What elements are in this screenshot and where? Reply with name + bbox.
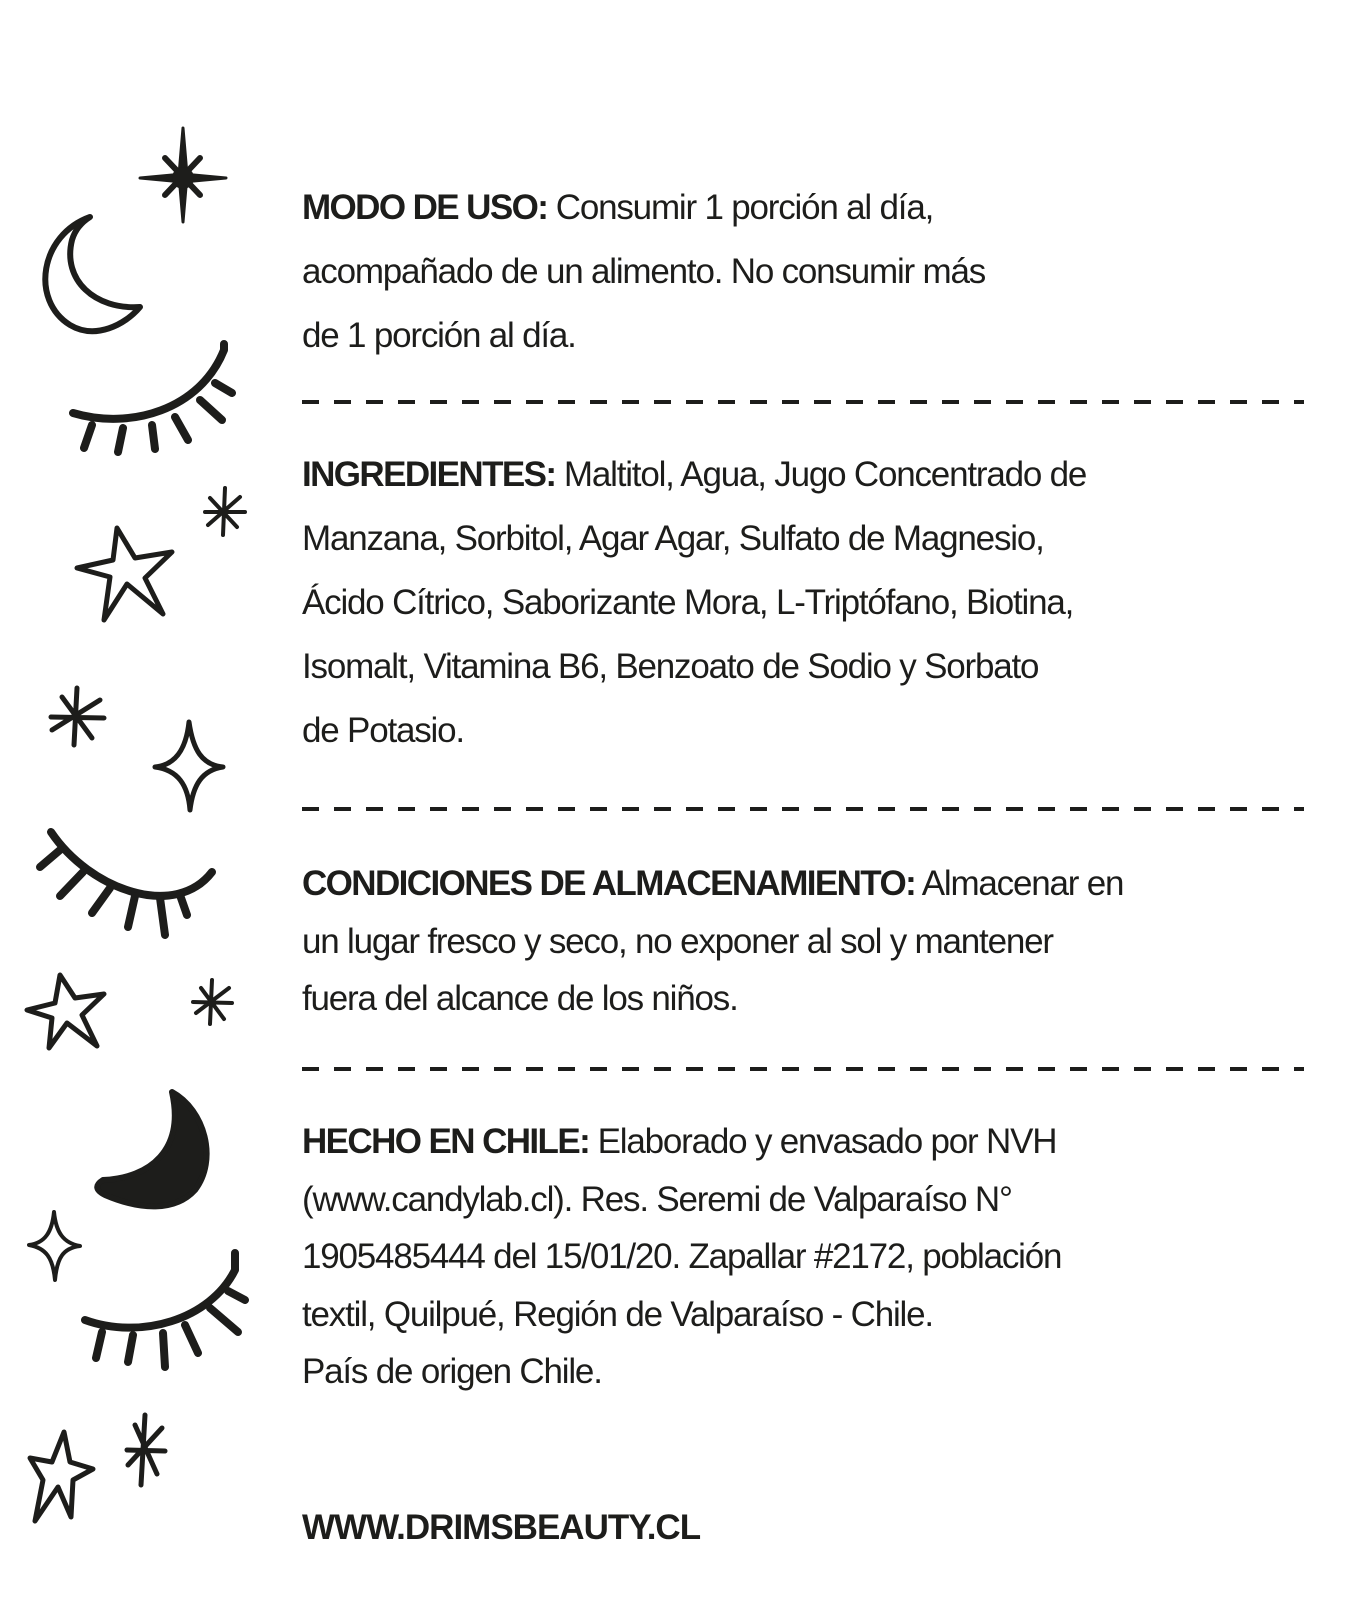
five-point-star-icon bbox=[77, 528, 172, 620]
section-heading: INGREDIENTES: bbox=[302, 455, 556, 494]
section-line: Manzana, Sorbitol, Agar Agar, Sulfato de Magnesio, bbox=[302, 519, 1044, 558]
section-line: acompañado de un alimento. No consumir más bbox=[302, 252, 986, 291]
section-line: 1905485444 del 15/01/20. Zapallar #2172, población bbox=[302, 1237, 1062, 1276]
section-line: MODO DE USO: Consumir 1 porción al día, bbox=[302, 188, 934, 227]
section-line: textil, Quilpué, Región de Valparaíso - Chile. bbox=[302, 1295, 933, 1334]
section-line: un lugar fresco y seco, no exponer al sol y mantener bbox=[302, 922, 1053, 961]
section-line: País de origen Chile. bbox=[302, 1352, 602, 1391]
five-point-star-icon bbox=[30, 1432, 93, 1521]
asterisk-star-icon bbox=[205, 488, 245, 535]
sparkle-icon bbox=[29, 1212, 80, 1280]
section-line: INGREDIENTES: Maltitol, Agua, Jugo Concentrado de bbox=[302, 455, 1087, 494]
asterisk-star-icon bbox=[193, 980, 232, 1024]
section-line: de Potasio. bbox=[302, 711, 464, 750]
decorative-doodles bbox=[0, 0, 270, 1622]
closed-eye-icon bbox=[73, 344, 232, 452]
website-link[interactable]: WWW.DRIMSBEAUTY.CL bbox=[302, 1508, 701, 1547]
five-point-star-icon bbox=[27, 975, 104, 1048]
closed-eye-icon bbox=[85, 1253, 245, 1367]
dashed-divider bbox=[302, 400, 1304, 404]
dashed-divider bbox=[302, 1067, 1304, 1071]
section-heading: HECHO EN CHILE: bbox=[302, 1122, 590, 1161]
asterisk-star-icon bbox=[127, 1415, 165, 1485]
section-heading: CONDICIONES DE ALMACENAMIENTO: bbox=[302, 864, 916, 903]
eight-point-star-icon bbox=[140, 128, 226, 222]
section-line: HECHO EN CHILE: Elaborado y envasado por NVH bbox=[302, 1122, 1057, 1161]
section-line: (www.candylab.cl). Res. Seremi de Valparaíso N° bbox=[302, 1180, 1012, 1219]
asterisk-star-icon bbox=[51, 688, 104, 745]
section-heading: MODO DE USO: bbox=[302, 188, 548, 227]
sparkle-icon bbox=[155, 722, 223, 810]
section-line: de 1 porción al día. bbox=[302, 316, 576, 355]
section-line: CONDICIONES DE ALMACENAMIENTO: Almacenar en bbox=[302, 864, 1124, 903]
crescent-moon-filled-icon bbox=[97, 1092, 206, 1206]
section-line: fuera del alcance de los niños. bbox=[302, 979, 738, 1018]
closed-eye-icon bbox=[40, 832, 212, 935]
dashed-divider bbox=[302, 807, 1304, 811]
section-line: Ácido Cítrico, Saborizante Mora, L-Triptófano, Biotina, bbox=[302, 583, 1074, 622]
crescent-moon-outline-icon bbox=[45, 217, 140, 331]
section-line: Isomalt, Vitamina B6, Benzoato de Sodio y Sorbato bbox=[302, 647, 1039, 686]
